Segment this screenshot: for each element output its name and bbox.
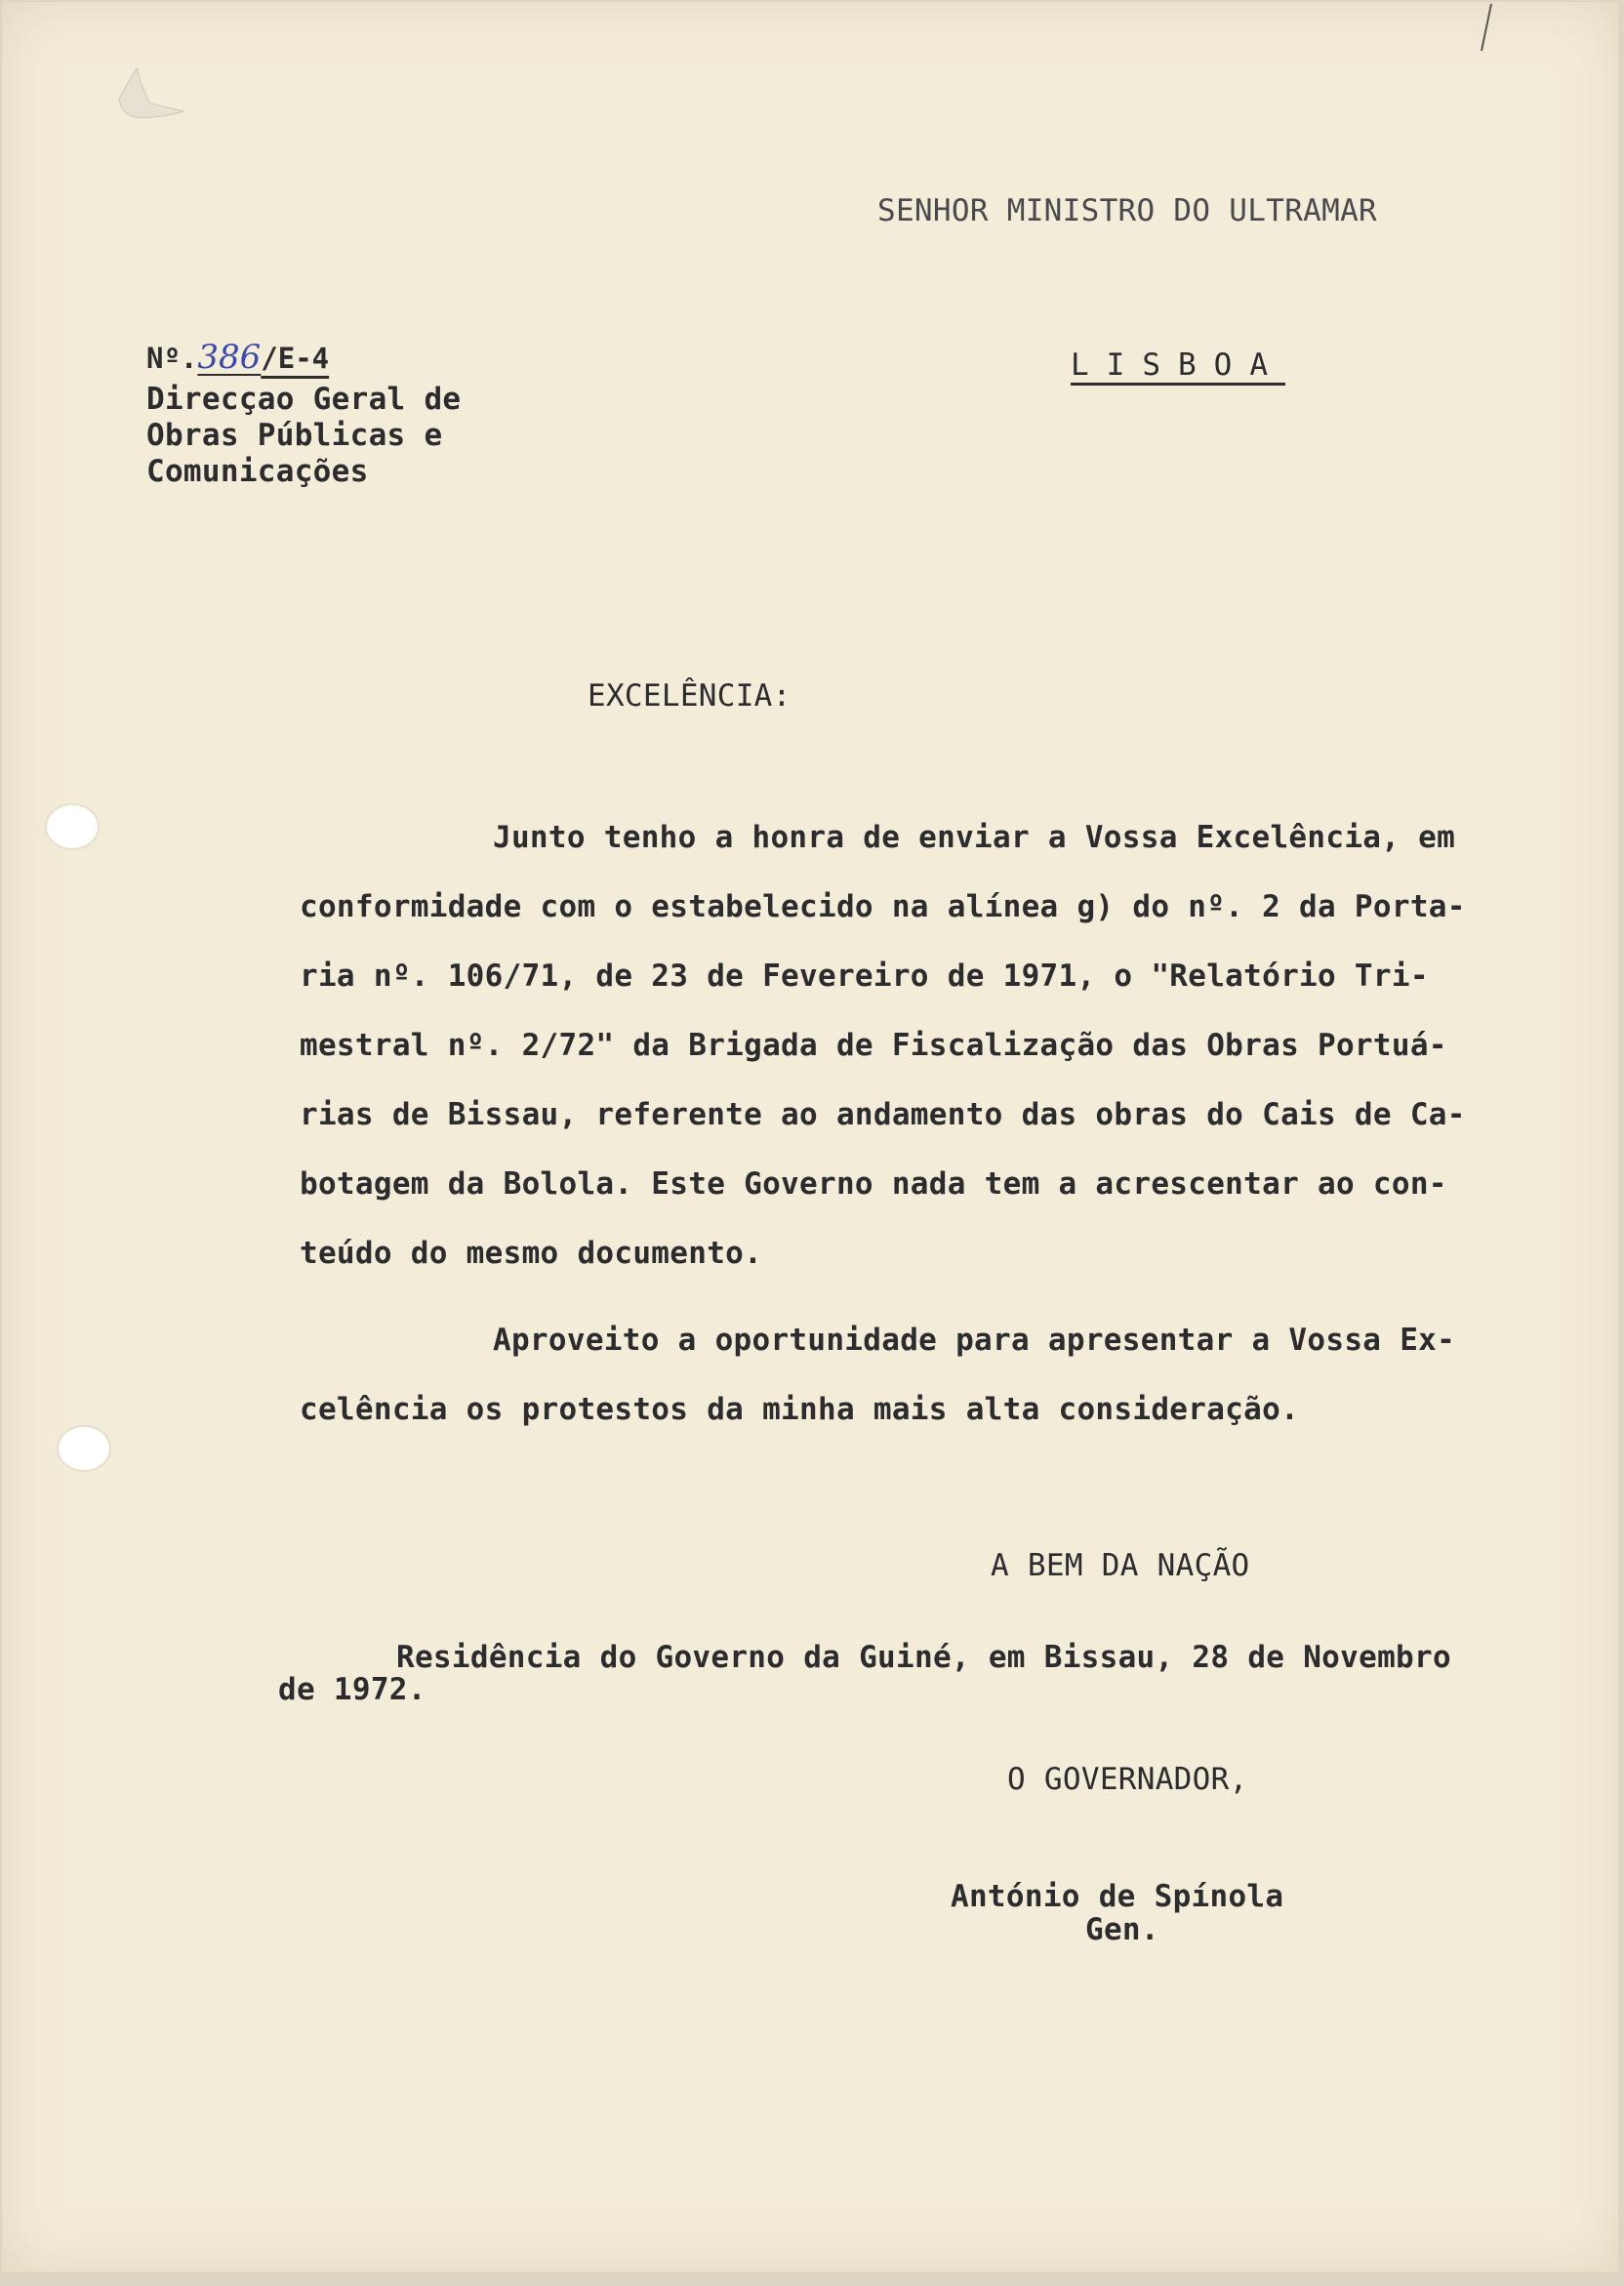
city: LISBOA [1071,347,1285,383]
reference-handwritten-number: 386 [197,338,262,377]
punch-hole-lower [59,1427,109,1470]
body-line-5: rias de Bissau, referente ao andamento das obras do Cais de Ca- [300,1097,1466,1132]
closing-line-1: Aproveito a oportunidade para apresentar a Vossa Ex- [493,1323,1456,1358]
signatory-rank: Gen. [1085,1912,1159,1947]
body-line-1: Junto tenho a honra de enviar a Vossa Excelência, em [493,820,1456,855]
paper-tear-mark [100,61,197,129]
sender-line-2: Obras Públicas e [146,418,443,453]
place-date-line-1: Residência do Governo da Guiné, em Bissau, 28 de Novembro [396,1640,1451,1675]
signatory-name: António de Spínola [951,1879,1284,1914]
reference-suffix: /E-4 [261,342,330,375]
body-line-3: ria nº. 106/71, de 23 de Fevereiro de 1971, o "Relatório Tri- [300,959,1429,994]
pencil-stroke-mark [1470,2,1499,61]
body-line-6: botagem da Bolola. Este Governo nada tem a acrescentar ao con- [300,1166,1447,1202]
salutation: EXCELÊNCIA: [588,678,792,714]
addressee: SENHOR MINISTRO DO ULTRAMAR [877,193,1378,228]
closing-line-2: celência os protestos da minha mais alta consideração. [300,1392,1300,1427]
document-page [2,2,1618,2272]
motto: A BEM DA NAÇÃO [991,1548,1250,1583]
signatory-title: O GOVERNADOR, [1007,1762,1248,1797]
sender-line-3: Comunicações [146,454,369,489]
reference-number [146,338,329,377]
body-line-4: mestral nº. 2/72" da Brigada de Fiscalização das Obras Portuá- [300,1028,1447,1063]
reference-prefix: Nº. [146,342,198,375]
body-line-7: teúdo do mesmo documento. [300,1236,763,1271]
body-line-2: conformidade com o estabelecido na alínea g) do nº. 2 da Porta- [300,889,1466,924]
punch-hole-upper [47,805,98,848]
place-date-line-2: de 1972. [278,1672,426,1707]
sender-line-1: Direcçao Geral de [146,382,462,417]
